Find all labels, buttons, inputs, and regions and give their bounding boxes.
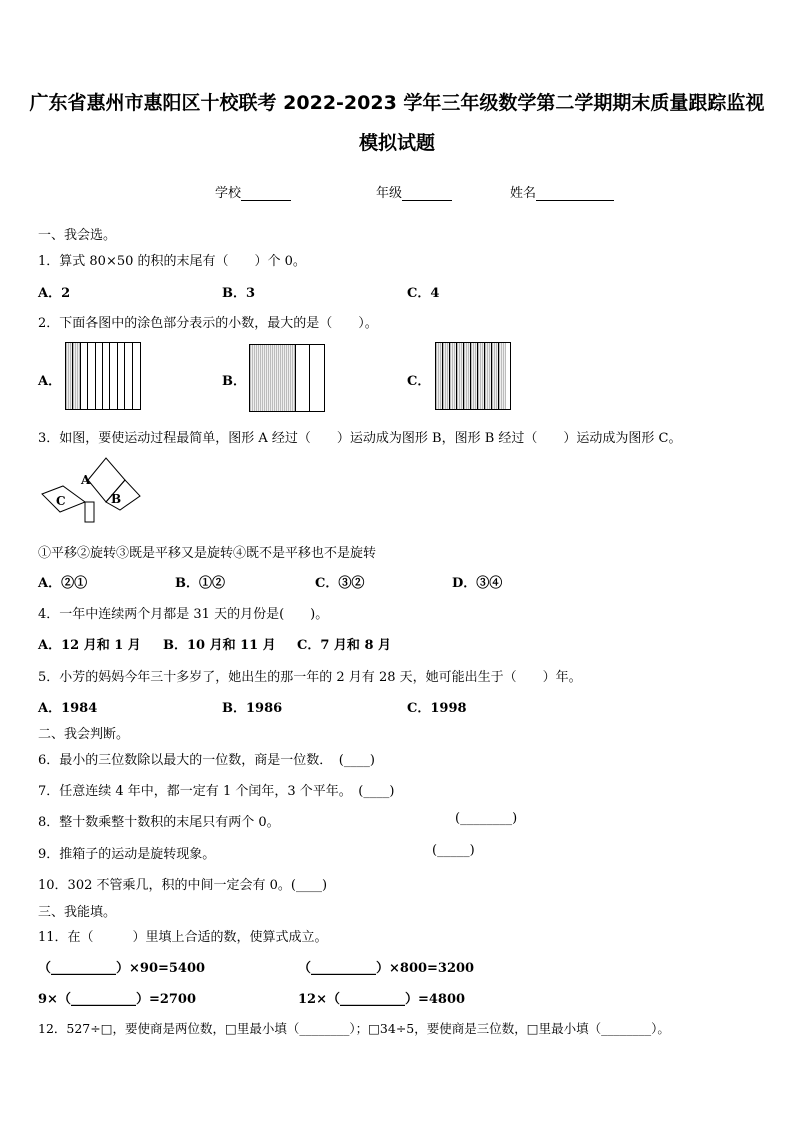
q9-answer-blank: (_____): [432, 843, 475, 858]
question-8: 8．整十数乘整十数积的末尾只有两个 0。: [38, 815, 280, 830]
q2-option-a: A．: [38, 374, 62, 389]
question-10: 10．302 不管乘几，积的中间一定会有 0。(____): [38, 878, 328, 893]
label-b: B: [111, 492, 122, 506]
q4-option-a: A．12 月和 1 月: [38, 638, 141, 653]
q11-item-2: （__________）×800=3200: [298, 961, 475, 976]
q3-option-c: C．③②: [315, 576, 365, 591]
school-field: 学校: [215, 182, 291, 201]
q3-option-b: B．①②: [175, 576, 225, 591]
q5-option-a: A．1984: [38, 701, 98, 716]
q1-option-c: C．4: [407, 286, 440, 301]
label-c: C: [56, 494, 66, 508]
shape-stem: [85, 502, 94, 522]
q4-option-b: B．10 月和 11 月: [163, 638, 276, 653]
name-field: 姓名: [510, 182, 614, 201]
q2-figure-b: [249, 344, 325, 412]
q5-option-c: C．1998: [407, 701, 467, 716]
q5-option-b: B．1986: [222, 701, 283, 716]
q3-option-d: D．③④: [452, 576, 503, 591]
section-1-heading: 一、我会选。: [38, 228, 117, 243]
page-title-line2: 模拟试题: [358, 132, 435, 154]
question-3: 3．如图，要使运动过程最简单，图形 A 经过（ ）运动成为图形 B，图形 B 经过（ ）运动成为图形 C。: [38, 431, 682, 446]
page-title: 广东省惠州市惠阳区十校联考 2022-2023 学年三年级数学第二学期期末质量跟踪监视: [29, 92, 765, 114]
q11-item-1: （__________）×90=5400: [38, 961, 206, 976]
q2-figure-a: [65, 342, 141, 410]
q11-item-4: 12×（__________）=4800: [298, 992, 466, 1007]
q1-option-b: B．3: [222, 286, 256, 301]
question-7: 7．任意连续 4 年中，都一定有 1 个闰年，3 个平年。 (____): [38, 784, 395, 799]
label-a: A: [81, 473, 91, 487]
q3-note: ①平移②旋转③既是平移又是旋转④既不是平移也不是旋转: [38, 546, 377, 561]
q2-figure-c: [435, 342, 511, 410]
q3-figure: [38, 454, 148, 526]
grade-field: 年级: [376, 182, 452, 201]
question-6: 6．最小的三位数除以最大的一位数，商是一位数． (____): [38, 753, 375, 768]
q1-option-a: A．2: [38, 286, 71, 301]
question-2: 2．下面各图中的涂色部分表示的小数，最大的是（ ）。: [38, 316, 378, 331]
question-9: 9．推箱子的运动是旋转现象。: [38, 847, 216, 862]
q11-item-3: 9×（__________）=2700: [38, 992, 197, 1007]
question-11: 11．在（ ）里填上合适的数，使算式成立。: [38, 930, 328, 945]
section-2-heading: 二、我会判断。: [38, 727, 130, 742]
question-1: 1．算式 80×50 的积的末尾有（ ）个 0。: [38, 254, 306, 269]
q2-option-b: B．: [222, 374, 246, 389]
q2-option-c: C．: [407, 374, 431, 389]
q8-answer-blank: (________): [455, 811, 518, 826]
q4-option-c: C．7 月和 8 月: [297, 638, 392, 653]
q3-option-a: A．②①: [38, 576, 88, 591]
question-4: 4．一年中连续两个月都是 31 天的月份是( )。: [38, 607, 329, 622]
section-3-heading: 三、我能填。: [38, 905, 117, 920]
question-5: 5．小芳的妈妈今年三十多岁了，她出生的那一年的 2 月有 28 天，她可能出生于（ ）年。: [38, 670, 582, 685]
question-12: 12．527÷□，要使商是两位数，□里最小填（________）；□34÷5，要使商是三位数，□里最小填（________）。: [38, 1021, 670, 1036]
